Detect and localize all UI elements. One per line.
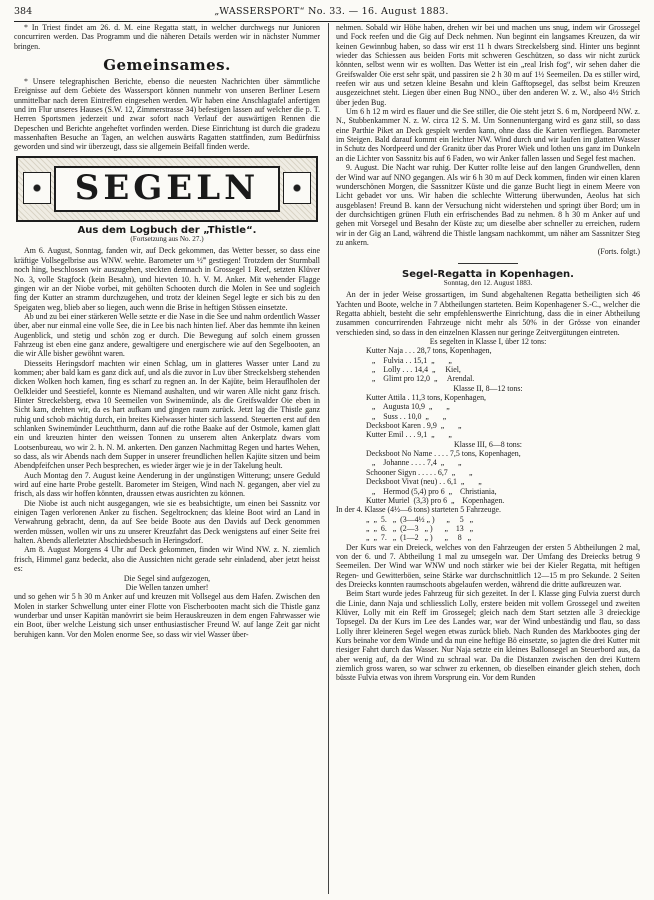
regatta-course: Der Kurs war ein Dreieck, welches von den Fahrzeugen der ersten 5 Abtheilungen 2 mal, von der 6. und 7. Abtheilung 1 mal zu umsegeln war. Der Umfang des Dreiecks betrug 9 Seemeilen. Der Wind war WNW und noch stärker wie bei der Kieler Regatta, mit heftigen Regen- und Gewitterböen, seine Stärke war durchschnittlich 12—15 m pro Sekunde. 2 Seiten des Dreiecks konnten raumschoots abgelaufen werden, während die dritte aufkreuzen war. [336,542,640,589]
logbook-para-5: Die Niobe ist auch nicht ausgegangen, wie sie es beabsichtigte, um einen bei Sassnitz vor einigen Tagen verlorenen Anker zu fischen. Segeltrocknen; das kleine Boot wird an Land in Verwahrung gebracht, denn, da auf See beide Boote aus den Davids auf Deck genommen werden müssen, wollen wir uns zu unserer Kreuzfahrt das Deck wenigstens auf einer Seite frei halten. Abends allerletzter Abschiedsbesuch in Heringsdorf. [14,498,320,546]
segeln-banner [16,156,318,222]
triest-note: * In Triest findet am 26. d. M. eine Regatta statt, in welcher durchwegs nur Junioren concurriren werden. Das Programm und die näheren Details werden wir in nächster Nummer bringen. [14,23,320,51]
logbook-cont-3: 9. August. Die Nacht war ruhig. Der Kutter rollte leise auf den langen Grundwellen, denn der Wind war auf NNO gegangen. Als wir 6 h 30 m auf Deck kommen, finden wir einen klaren wunderschönen Morgen, die Sassnitzer Küste und die ganze Bucht liegt in einem Meere von Licht gebadet vor uns. Wir haben die schlechte Witterung überwunden, Aeolus hat sich ausgeblasen! Freund B. kann der Versuchung nicht widerstehen und springt über Bord; um in der durchsichtigen grünen Fluth ein erfrischendes Bad zu nehmen. 8 h 30 m Anker auf und gehen mit Vorsegel und Besahn der Küste zu; um dieselbe aber schneller zu erreichen, rudern wir in der Gig an Land, während die Thistle langsam nachkommt, um näher am Sassnitzer Steg zu ankern. [336,163,640,247]
logbook-para-7: und so gehen wir 5 h 30 m Anker auf und kreuzen mit Vollsegel aus dem Hafen. Zwischen den Molen in starker Schwellung unter einer Flotte von Fischerbooten macht sich die Thistle ganz wunderbar und unser Kapitän manövrirt sie beim Herauskreuzen in dem engen Fahrwasser wie ein Boot, über welche Leistung sich unser enthusiastischer Freund W. auf lange Zeit gar nicht beruhigen kann. Vor den Molen enorme See, so dass wir viel Wasser über- [14,592,320,639]
logbook-para-1: Am 6. August, Sonntag, fanden wir, auf Deck gekommen, das Wetter besser, so dass eine kräftige Vollsegelbrise aus WNW. wehte. Barometer um ½‴ gestiegen! Trotzdem der Sturmball noch hing, beschlossen wir auszugehen, steckten demnach in Grossegel 1 Reef, setzten Klüver No. 3, volle Stagfock (kein Besahn), und hievten 10. h. V. M. Anker. Mit wehender Flagge gingen wir an der Niobe vorbei, mit gehölten Schooten durch die Molen in See und sogleich fing der Kutter an stramm durchzugehen, und trotz der kleinen Segel legte er sich bis zu den Speigaten weg, blieb aber so liegen, auch wenn die Brise in heftigen Stössen einsetzte. [14,246,320,312]
class-2-entry: „ Suss . . 10,0 „ „ [366,411,447,421]
class-1-entry: „ Fulvia . . 15,1 „ „ [366,355,452,365]
class-4-line: In der 4. Klasse (4½—6 tons) starteten 5 Fahrzeuge. [336,505,501,515]
section-separator [458,263,518,264]
class-2-entry: Decksboot Karen . 9,9 „ „ [366,421,462,431]
class-1-entry: „ Lolly . . . 14,4 „ Kiel, [366,365,461,375]
class-3-heading: Klasse III, 6—8 tons: [454,439,522,449]
class-1-entry: „ Glimt pro 12,0 „ Arendal. [366,374,475,384]
class-3-entry: Decksboot Vivat (neu) . . 6,1 „ „ [366,477,482,487]
continued-note: (Forts. folgt.) [597,247,640,257]
class-small-line: „ „ 6. „ (2—3 „ ) „ 13 „ [366,523,474,533]
class-small-line: „ „ 7. „ (1—2 „ ) „ 8 „ [366,533,472,543]
logbook-continuation: (Fortsetzung aus No. 27.) [130,235,204,244]
class-2-entry: Kutter Emil . . . 9,1 „ „ [366,430,452,440]
regatta-title: Segel-Regatta in Kopenhagen. [402,268,574,280]
logbook-para-6: Am 8. August Morgens 4 Uhr auf Deck gekommen, finden wir Wind NW. z. N. ziemlich frisch, Himmel ganz bedeckt, also die Aussichten nicht gerade sehr einladend, aber jetzt heisst es: [14,545,320,574]
header-rule [14,21,640,22]
regatta-intro: An der in jeder Weise grossartigen, im Sund abgehaltenen Regatta betheiligten sich 46 Yachten und Boote, welche in 7 Abtheilungen starteten. Beim Kopenhagener S.-C., welcher die Regatta abhielt, besteht die sehr empfehlenswerthe Einrichtung, dass die in einer Abtheilung zusammen concurrirenden Fahrzeuge nicht mehr als 50% in der Grösse von einander verschieden sind, so dass in den einzelnen Klassen nur geringe Zeitvergütungen eintreten. [336,290,640,337]
class-2-heading: Klasse II, 8—12 tons: [453,383,523,393]
class-2-entry: Kutter Attila . 11,3 tons, Kopenhagen, [366,393,487,403]
logbook-para-2: Ab und zu bei einer stärkeren Welle setzte er die Nase in die See und nahm ordentlich Wasser über, aber nur einmal eine volle See, die in Lee bis nach hinten lief. Aber das hemmte ihn keinen Augenblick, und stetig und schön zog er durch. Die Bewegung auf solch einem grossen Fahrzeug ist eben eine ganz andere, gewaltigere und energischere wie auf den Segelbooten, an die wir Alle bisher gewöhnt waren. [14,311,320,359]
class-1-entry: Kutter Naja . . . 28,7 tons, Kopenhagen, [366,346,492,356]
gemeinsames-heading: Gemeinsames. [103,56,231,75]
logbook-para-4: Auch Montag den 7. August keine Aenderung in der ungünstigen Witterung; unsere Geduld wird auf eine harte Probe gestellt. Barometer im Steigen, Wind nach N. gegangen, aber viel zu frisch, als dass wir hoffen könnten, draussen etwas ausrichten zu können. [14,470,320,499]
verse-line-2: Die Wellen tanzen umher! [125,582,209,592]
logbook-title: Aus dem Logbuch der „Thistle“. [77,224,257,236]
regatta-start: Beim Start wurde jedes Fahrzeug für sich gezeitet. In der I. Klasse ging Fulvia zuerst durch die Linie, dann Naja und schliesslich Lolly, erstere beiden mit vollem Grossegel und zweiten Klüver, Lolly mit ein Reff im Grossegel; gleich nach dem Start setzten alle 3 dreieckige Topsegel. Da der Kurs im Lee des Landes war, war der Wind unbeständig und flau, so dass Lolly ihrer kleineren Segel wegen etwas zurück blieb. Nach Runden des Markbootes ging der Kurs beinahe vor dem Winde und da nun eine heftige Bö einsetzte, so jagten die drei Kutter mit riesiger Fahrt durch das Wasser. Nur Naja setzte ein kleines Ballonsegel an Steuerbord aus, da aber wenig auf, da der Wind zu schraal war. Da die Distanzen zwischen den drei Kuttern ziemlich gross waren, so war schwer zu erkennen, ob dieselben einander gleich stehen, doch büsste Fulvia etwas von ihrem Vorsprung ein. Vor dem Runden [336,589,640,683]
right-column [336,23,640,896]
class-small-line: „ „ 5. „ (3—4½ „ ) „ 5 „ [366,514,474,524]
class-3-entry: Kutter Muriel (3,3) pro 6 „ Kopenhagen. [366,495,505,505]
verse-line-1: Die Segel sind aufgezogen, [123,573,211,583]
banner-word: SEGELN [74,168,260,209]
class-3-entry: Decksboot No Name . . . . 7,5 tons, Kopenhagen, [366,449,521,459]
class-1-heading: Es segelten in Klasse I, über 12 tons: [429,337,547,346]
logbook-cont-2: Um 6 h 12 m wird es flauer und die See stiller, die Oie steht jetzt S. 6 m, Nordpeerd NW. z. N., Stubbenkammer N. z. W. circa 12 S. M. Um Sonnenuntergang wird es ganz still, so dass eine Parthie Piket an Deck gespielt werden kann, ohne dass die Karten verfliegen. Barometer im Steigen. Bald darauf kommt ein leichter NW. Wind durch und wir laufen im glatten Wasser in Schutz des Nordpeerd und der Granitz über das Prorer Wiek und lothen uns ganz im Dunkeln an die Lichter von Sassnitz bis auf 6 Faden, wo wir Anker fallen lassen und Segel fest machen. [336,107,640,163]
logbook-cont-1: nehmen. Sobald wir Höhe haben, drehen wir bei und machen uns snug, indem wir Grossegel und Fock reefen und die Gig auf Deck nehmen. Nun beginnt ein langsames Kreuzen, da wir keinen Gewinnbug haben, so dass wir erst 11 h dwars Streckelsberg sind. Hinter uns beginnt wieder das Schiessen aus beiden Forts mit schweren Geschützen, so dass wir nicht zurück könnten, selbst wenn wir es wollten. Das Wetter ist ein „real Irish fog“, wir sehen daher die Greifswalder Oie erst sehr spät, und passiren sie 2 h 30 m auf 1½ Seemeilen. Da es stiller wird, reefen wir aus und setzen kleine Besahn und klein Gafftopsegel, das selbst beim Kreuzen ausgezeichnet steht. Liegen über einen Bug NNO., über den anderen W. z. W., also 4½ Strich über jeden Bug. [336,23,640,107]
ornament-right-icon [283,172,311,204]
logbook-para-3: Diesseits Heringsdorf machten wir einen Schlag, um in glatteres Wasser unter Land zu kommen; aber bald kam es ganz dick auf, und als die zuvor in Luv über Streckelsberg stehenden dicken Wolken hoch kamen, fing es scharf zu regnen an. In der Kajüte, beim Herauflholen der Oelkleider und Seestiefel, konnte es Niemand aushalten, und wir waren Alle nicht ganz frisch. Hinter Streckelsberg, etwa 10 Seemeilen von Swinemünde, als die Greifswalder Oie eben in Sicht kam, drehten wir, da es hart aufkam und gingen raum zurück. Jetzt lag die Thistle ganz ruhig und schob mächtig durch, ein breites Kielwasser hinter sich lassend. Steuerten erst auf den schlanken Swinemünder Leuchtthurm, dann auf die rothe Baake auf der Ostmole, kamen glatt ein und kreuzten hinter den weissen Tonnen zu unserem alten Ankerplatz dwars vom Lootsenbureau, wo wir 2. h. N. M. ankerten. Den ganzen Nachmittag Regen und hartes Wehen, so dass, als wir Abends nach dem Supper in unserer freundlichen hellen Kajüte sitzen und beim Abendpfeifchen unser Pech besprechen, es wieder ärger wie je in der Takelung heult. [14,358,320,471]
class-3-entry: „ Hermod (5,4) pro 6 „ Christiania, [366,486,497,496]
regatta-date: Sonntag, den 12. August 1883. [443,278,533,287]
page-header [14,6,640,20]
left-column [14,23,320,896]
ornament-left-icon [23,172,51,204]
page-number: 384 [14,6,33,17]
class-2-entry: „ Augusta 10,9 „ „ [366,402,450,412]
issue-title: „WASSERSPORT“ No. 33. — 16. August 1883. [214,6,449,17]
class-3-entry: „ Johanne . . . . 7,4 „ „ [366,458,462,468]
banner-frame [54,166,280,212]
header-spacer [631,6,640,17]
gemeinsames-text: * Unsere telegraphischen Berichte, ebenso die neuesten Nachrichten über sämmtliche Ereignisse auf dem Gebiete des Wassersport können nunmehr von unseren Berliner Lesern unmittelbar nach deren Eintreffen eingesehen werden. Wir haben eine Anschlagtafel anfertigen und im Flur unseres Hauses (S.W. 12, Zimmerstrasse 34) befestigen lassen auf welcher die p. T. Herren Sportsmen jederzeit und zwar sofort nach Verlauf der auswärtigen Rennen die Depeschen und Berichte angeheftet vorfinden werden. Diese Einrichtung ist durch die gradezu massenhaften Besuche an Tagen, an welchen auswärts Ragatten stattfinden, zum Bedürfniss geworden und sind wir überzeugt, dass sie allgemein Beifall finden werde. [14,77,320,152]
column-divider [328,23,329,894]
class-3-entry: Schooner Sigyn . . . . . 6,7 „ „ [366,467,473,477]
